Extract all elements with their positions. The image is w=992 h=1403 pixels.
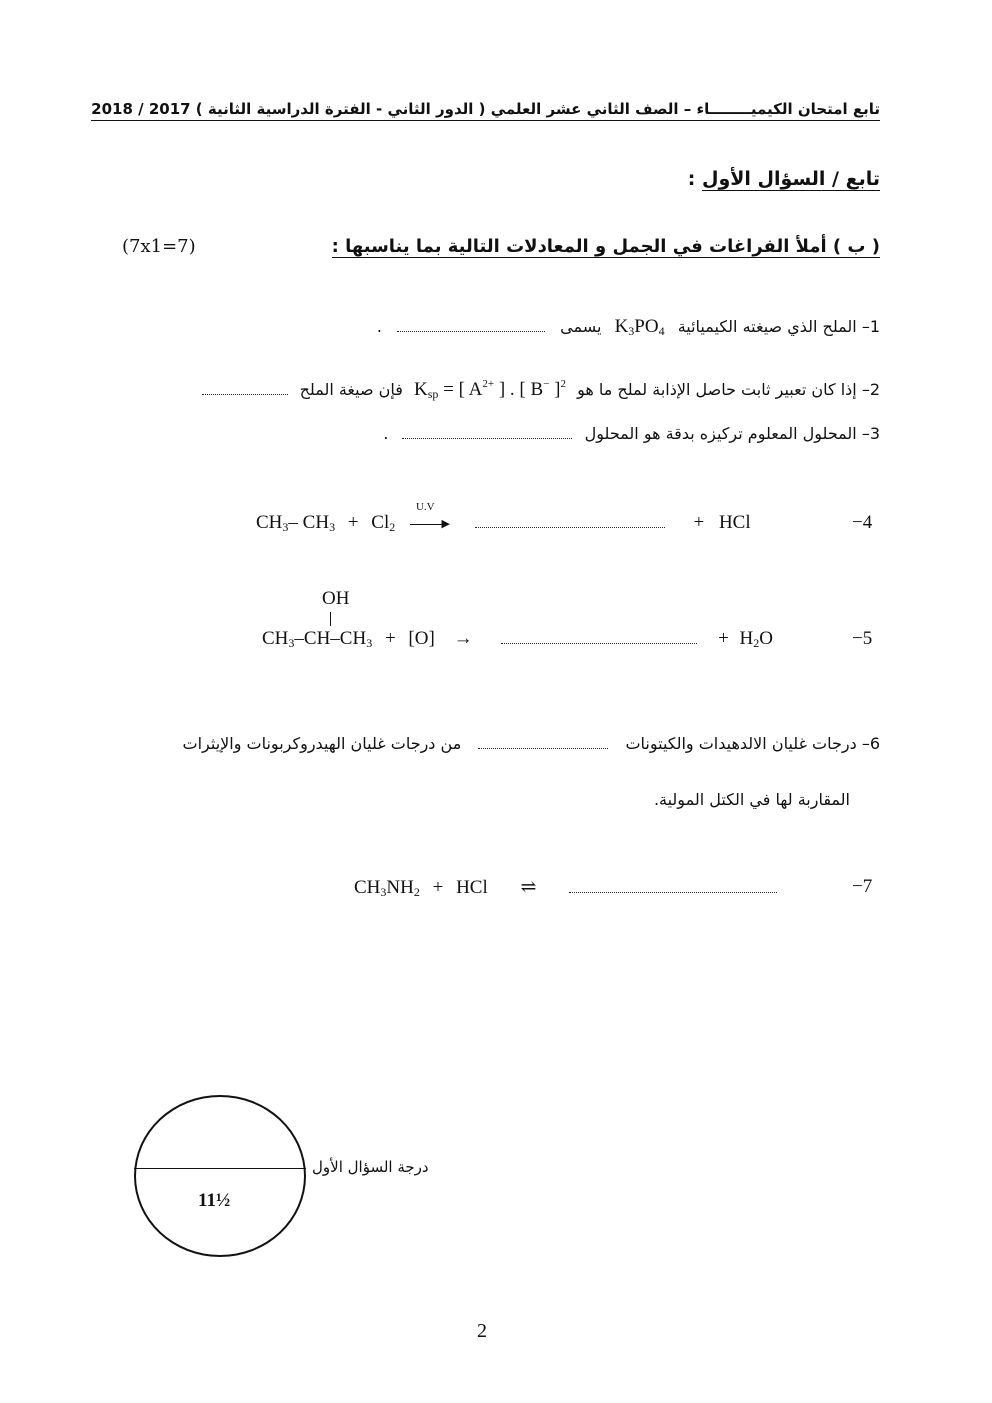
item-3 — [383, 424, 880, 443]
item-4-reactant-2: $Cl_2$ — [371, 512, 396, 534]
item-2-number: 2– — [861, 380, 880, 399]
item-4-uv-label: U.V — [415, 500, 435, 513]
item-7-blank[interactable] — [569, 891, 777, 893]
item-2-text-a: إذا كان تعبير ثابت حاصل الإذابة لملح ما هو — [577, 380, 857, 399]
item-6-text-b: من درجات غليان الهيدروكربونات والإيثرات — [182, 734, 462, 753]
item-6-continuation: المقاربة لها في الكتل المولية. — [653, 790, 850, 809]
item-3-text: المحلول المعلوم تركيزه بدقة هو المحلول — [584, 424, 857, 443]
item-4-equation — [256, 500, 751, 535]
item-7-reactant-1: $CH_3NH_2$ — [354, 877, 420, 899]
item-3-end: . — [383, 424, 389, 443]
item-4-number: −4 — [852, 512, 873, 533]
item-1-number: 1– — [861, 317, 880, 336]
item-1-text-b: يسمى — [560, 317, 602, 336]
item-3-number: 3– — [861, 424, 880, 443]
item-2-blank[interactable] — [202, 393, 288, 395]
grade-oval-divider — [134, 1168, 306, 1169]
item-6-number: 6– — [861, 734, 880, 753]
item-3-blank[interactable] — [402, 437, 572, 439]
item-5-arrow: → — [453, 628, 473, 649]
item-4-plus-2: + — [693, 512, 705, 533]
item-4-plus-1: + — [347, 512, 359, 533]
item-2-ksp-expression: $K_{sp}$ = [ $A^{2+}$ ] . [ B− ]$^2$ — [414, 378, 566, 401]
item-4-reactant-1: $CH_3-$ $CH_3$ — [256, 512, 336, 534]
item-4-product: HCl — [718, 512, 751, 533]
item-1-formula: $K_3PO_4$ — [614, 316, 665, 338]
item-5-product: $H_2O$ — [739, 628, 773, 650]
item-5-plus-2: + — [718, 628, 729, 649]
item-7-number: −7 — [852, 876, 873, 897]
item-5-reactant-2: [O] — [408, 628, 435, 649]
item-5-reactant-1: $CH_3-CH-CH_3$ — [262, 628, 373, 650]
part-b-score: (7x1=7) — [122, 236, 196, 257]
question-title-text: تابع / السؤال الأول — [701, 168, 880, 190]
item-7-equilibrium-arrow: ⇌ — [520, 877, 537, 898]
item-4-uv-arrow: U.V ▶ — [410, 518, 450, 530]
item-5-number: −5 — [852, 628, 873, 649]
item-5-oh-group: OH — [322, 588, 350, 609]
item-5-plus-1: + — [384, 628, 396, 649]
item-1 — [377, 316, 880, 339]
part-b-heading: ( ب ) أملأ الفراغات في الجمل و المعادلات التالية بما يناسبها : — [331, 236, 880, 257]
item-6 — [183, 734, 880, 753]
item-2 — [202, 378, 880, 402]
item-7-reactant-2: HCl — [456, 877, 488, 898]
item-1-text-a: الملح الذي صيغته الكيميائية — [677, 317, 857, 336]
item-7-equation — [354, 876, 777, 900]
item-1-end: . — [376, 317, 382, 336]
item-6-text-a: درجات غليان الالدهيدات والكيتونات — [625, 734, 857, 753]
exam-header: تابع امتحان الكيميــــــــاء – الصف الثاني عشر العلمي ( الدور الثاني - الفترة الدراسية الثانية ) 2017 / 2018 — [91, 100, 880, 121]
item-4-blank[interactable] — [475, 526, 665, 528]
item-5-blank[interactable] — [501, 642, 697, 644]
question-title-colon: : — [687, 168, 696, 190]
item-5-oh-bond — [330, 612, 331, 626]
page-number: 2 — [477, 1320, 487, 1342]
item-1-blank[interactable] — [397, 330, 545, 332]
item-5-equation — [262, 628, 773, 651]
item-6-blank[interactable] — [478, 747, 608, 749]
grade-oval — [134, 1095, 306, 1257]
question-title — [688, 168, 880, 190]
item-7-plus: + — [432, 877, 444, 898]
grade-label: درجة السؤال الأول — [312, 1158, 429, 1176]
grade-value: 11½ — [198, 1190, 231, 1211]
item-2-text-b: فإن صيغة الملح — [299, 380, 403, 399]
